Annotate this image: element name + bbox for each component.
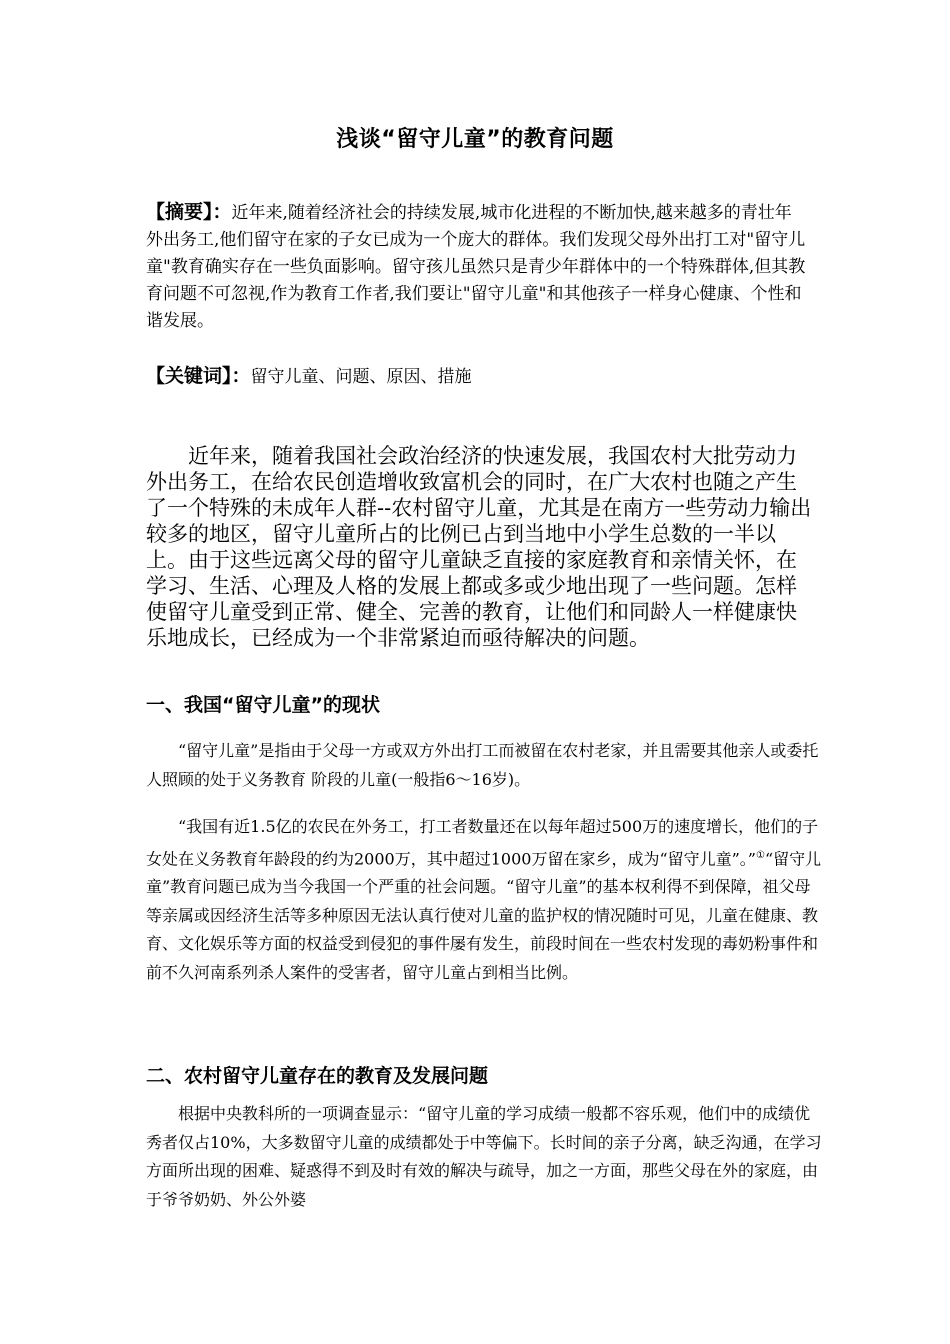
document-title: 浅谈“留守儿童”的教育问题 bbox=[336, 127, 614, 152]
section2-paragraph-1: 根据中央教科所的一项调查显示：“留守儿童的学习成绩一般都不容乐观，他们中的成绩优秀者仅占10%，大多数留守儿童的成绩都处于中等偏下。长时间的亲子分离，缺乏沟通，在学习方面所出现的困难、疑惑得不到及时有效的解决与疏导，加之一方面，那些父母在外的家庭，由于爷爷奶奶、外公外婆 bbox=[146, 1104, 822, 1209]
section1-paragraph-1: “留守儿童”是指由于父母一方或双方外出打工而被留在农村老家，并且需要其他亲人或委托人照顾的处于义务教育 阶段的儿童(一般指6～16岁)。 bbox=[146, 741, 819, 789]
keywords-text: 留守儿童、问题、原因、措施 bbox=[250, 367, 472, 387]
footnote-marker[interactable]: ① bbox=[755, 849, 765, 861]
abstract-text: 近年来,随着经济社会的持续发展,城市化进程的不断加快,越来越多的青壮年外出务工,他们留守在家的子女已成为一个庞大的群体。我们发现父母外出打工对"留守儿童"教育确实存在一些负面影响。留守孩儿虽然只是青少年群体中的一个特殊群体,但其教育问题不可忽视,作为教育工作者,我们要让"留守儿童"和其他孩子一样身心健康、个性和谐发展。 bbox=[146, 203, 806, 331]
section1-paragraph-2-text: “留守儿童”教育问题已成为当今我国一个严重的社会问题。“留守儿童”的基本权利得不到保障，祖父母等亲属或因经济生活等多种原因无法认真行使对儿童的监护权的情况随时可见，儿童在健康、教育、文化娱乐等方面的权益受到侵犯的事件屡有发生，前段时间在一些农村发现的毒奶粉事件和前不久河南系列杀人案件的受害者，留守儿童占到相当比例。 bbox=[146, 848, 822, 982]
keywords bbox=[146, 362, 806, 391]
section2-heading: 二、农村留守儿童存在的教育及发展问题 bbox=[146, 1065, 489, 1087]
abstract bbox=[146, 199, 806, 335]
section1-paragraph-2-quote: “我国有近1.5亿的农民在外务工，打工者数量还在以每年超过500万的速度增长，他们的子女处在义务教育年龄段的约为2000万，其中超过1000万留在家乡，成为“留守儿童”。” bbox=[146, 817, 819, 868]
section1-heading: 一、我国“留守儿童”的现状 bbox=[146, 694, 380, 716]
section1-paragraph-2 bbox=[146, 813, 824, 987]
keywords-label: 【关键词】： bbox=[146, 365, 251, 387]
intro-paragraph: 近年来，随着我国社会政治经济的快速发展，我国农村大批劳动力外出务工，在给农民创造增收致富机会的同时，在广大农村也随之产生了一个特殊的未成年人群--农村留守儿童，尤其是在南方一些劳动力输出较多的地区，留守儿童所占的比例已占到当地中小学生总数的一半以上。由于这些远离父母的留守儿童缺乏直接的家庭教育和亲情关怀，在学习、生活、心理及人格的发展上都或多或少地出现了一些问题。怎样使留守儿童受到正常、健全、完善的教育，让他们和同龄人一样健康快乐地成长，已经成为一个非常紧迫而亟待解决的问题。 bbox=[146, 444, 812, 650]
abstract-label: 【摘要】： bbox=[146, 201, 232, 223]
